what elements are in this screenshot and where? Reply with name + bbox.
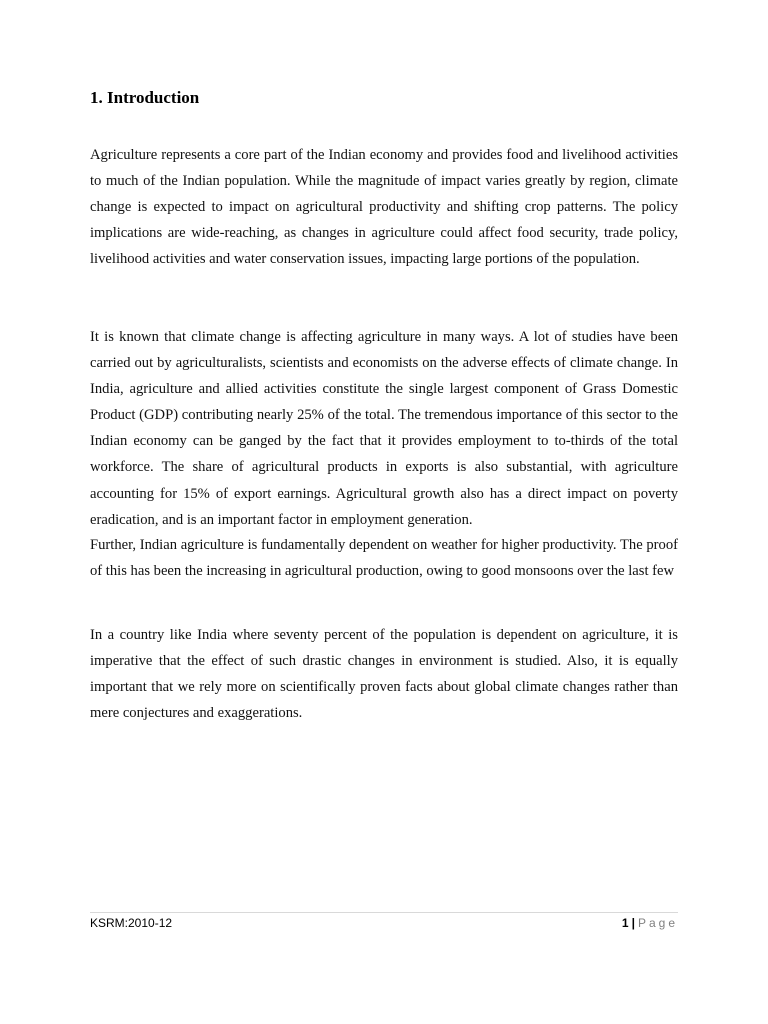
page-number: 1 [621, 916, 629, 930]
footer-course-code: KSRM:2010-12 [90, 916, 173, 930]
paragraph-3: Further, Indian agriculture is fundamentally dependent on weather for higher productivity. The proof of this has been the increasing in agricultural production, owing to good monsoons over the last few [90, 537, 678, 580]
page-separator: | [631, 916, 635, 930]
section-heading: 1. Introduction [90, 88, 200, 107]
page-label: Page [637, 916, 678, 930]
footer-page-indicator [622, 916, 678, 930]
paragraph-1: Agriculture represents a core part of the Indian economy and provides food and livelihood activities to much of the Indian population. While the magnitude of impact varies greatly by region, climate change is expected to impact on agricultural productivity and shifting crop patterns. The policy implications are wide-reaching, as changes in agriculture could affect food security, trade policy, livelihood activities and water conservation issues, impacting large portions of the population. [90, 147, 678, 268]
paragraph-2: It is known that climate change is affecting agriculture in many ways. A lot of studies have been carried out by agriculturalists, scientists and economists on the adverse effects of climate change. In India, agriculture and allied activities constitute the single largest component of Grass Domestic Product (GDP) contributing nearly 25% of the total. The tremendous importance of this sector to the Indian economy can be ganged by the fact that it provides employment to to-thirds of the total workforce. The share of agricultural products in exports is also substantial, with agriculture accounting for 15% of export earnings. Agricultural growth also has a direct impact on poverty eradication, and is an important factor in employment generation. [90, 329, 678, 528]
paragraph-4: In a country like India where seventy percent of the population is dependent on agriculture, it is imperative that the effect of such drastic changes in environment is studied. Also, it is equally important that we rely more on scientifically proven facts about global climate changes rather than mere conjectures and exaggerations. [90, 627, 678, 722]
footer-divider [90, 912, 678, 913]
